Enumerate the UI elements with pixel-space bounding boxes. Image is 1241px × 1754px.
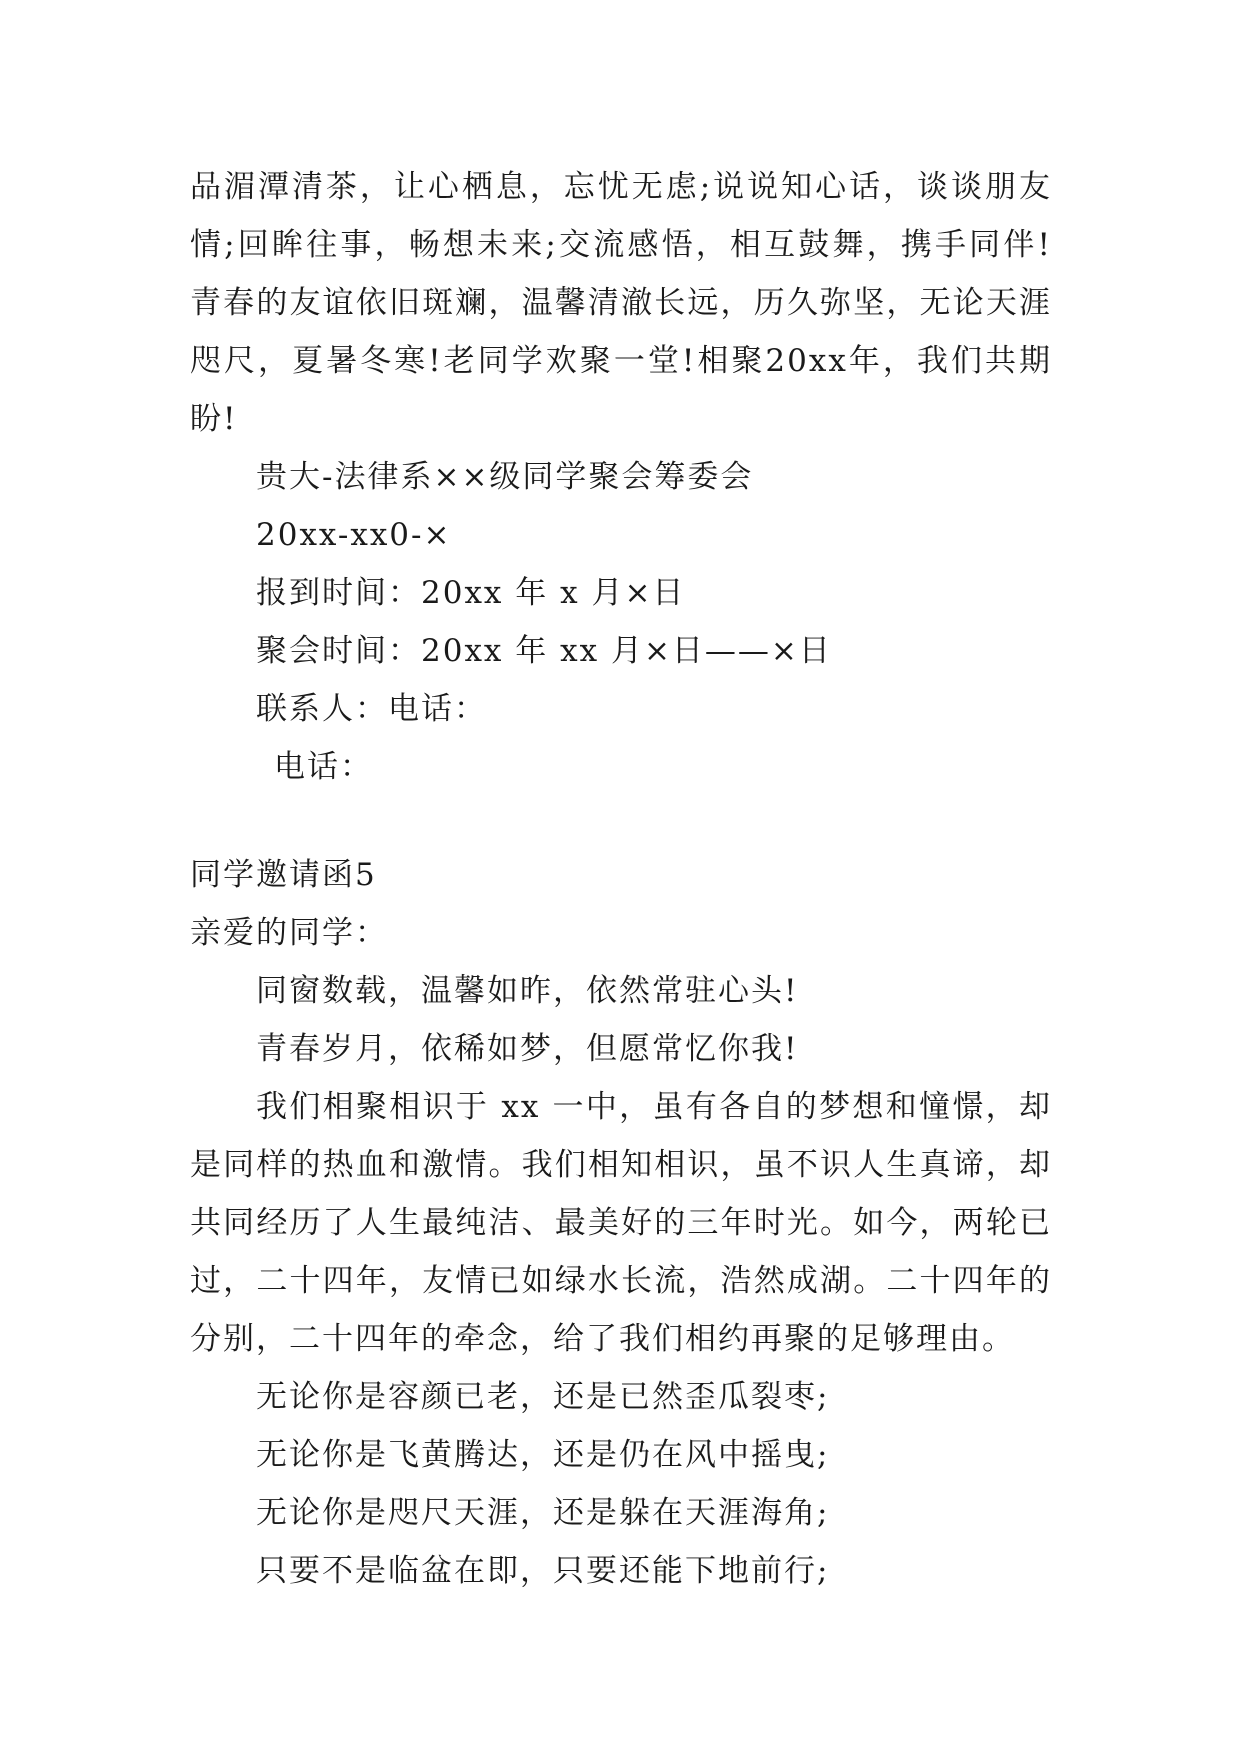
party-time: 聚会时间：20xx 年 xx 月×日——×日 [256,633,832,669]
verse-line: 青春岁月，依稀如梦，但愿常忆你我! [256,1031,799,1067]
body-paragraph: 我们相聚相识于 xx 一中，虽有各自的梦想和憧憬，却是同样的热血和激情。我们相知相识，虽不识人生真谛，却共同经历了人生最纯洁、最美好的三年时光。如今，两轮已过，二十四年，友情已如绿水长流，浩然成湖。二十四年的分别，二十四年的牵念，给了我们相约再聚的足够理由。 [190,1089,1052,1357]
signature-date: 20xx-xx0-× [256,517,452,553]
list-line: 无论你是飞黄腾达，还是仍在风中摇曳; [256,1437,830,1473]
report-time: 报到时间：20xx 年 x 月×日 [256,575,686,611]
invitation-section-4-end [190,158,1052,796]
invitation-section-5 [190,846,1052,1600]
contact-line: 联系人：电话： [256,691,487,727]
signature-organization: 贵大-法律系××级同学聚会筹委会 [256,459,754,495]
verse-line: 同窗数载，温馨如昨，依然常驻心头! [256,973,799,1009]
list-line: 只要不是临盆在即，只要还能下地前行; [256,1553,830,1589]
list-line: 无论你是咫尺天涯，还是躲在天涯海角; [256,1495,830,1531]
phone-line: 电话： [274,749,373,785]
body-paragraph: 品湄潭清茶，让心栖息，忘忧无虑;说说知心话，谈谈朋友情;回眸往事，畅想未来;交流感悟，相互鼓舞，携手同伴!青春的友谊依旧斑斓，温馨清澈长远，历久弥坚，无论天涯咫尺，夏暑冬寒!老同学欢聚一堂!相聚20xx年，我们共期盼! [190,169,1052,437]
salutation: 亲爱的同学： [190,915,388,951]
list-line: 无论你是容颜已老，还是已然歪瓜裂枣; [256,1379,830,1415]
section-heading: 同学邀请函5 [190,857,377,893]
